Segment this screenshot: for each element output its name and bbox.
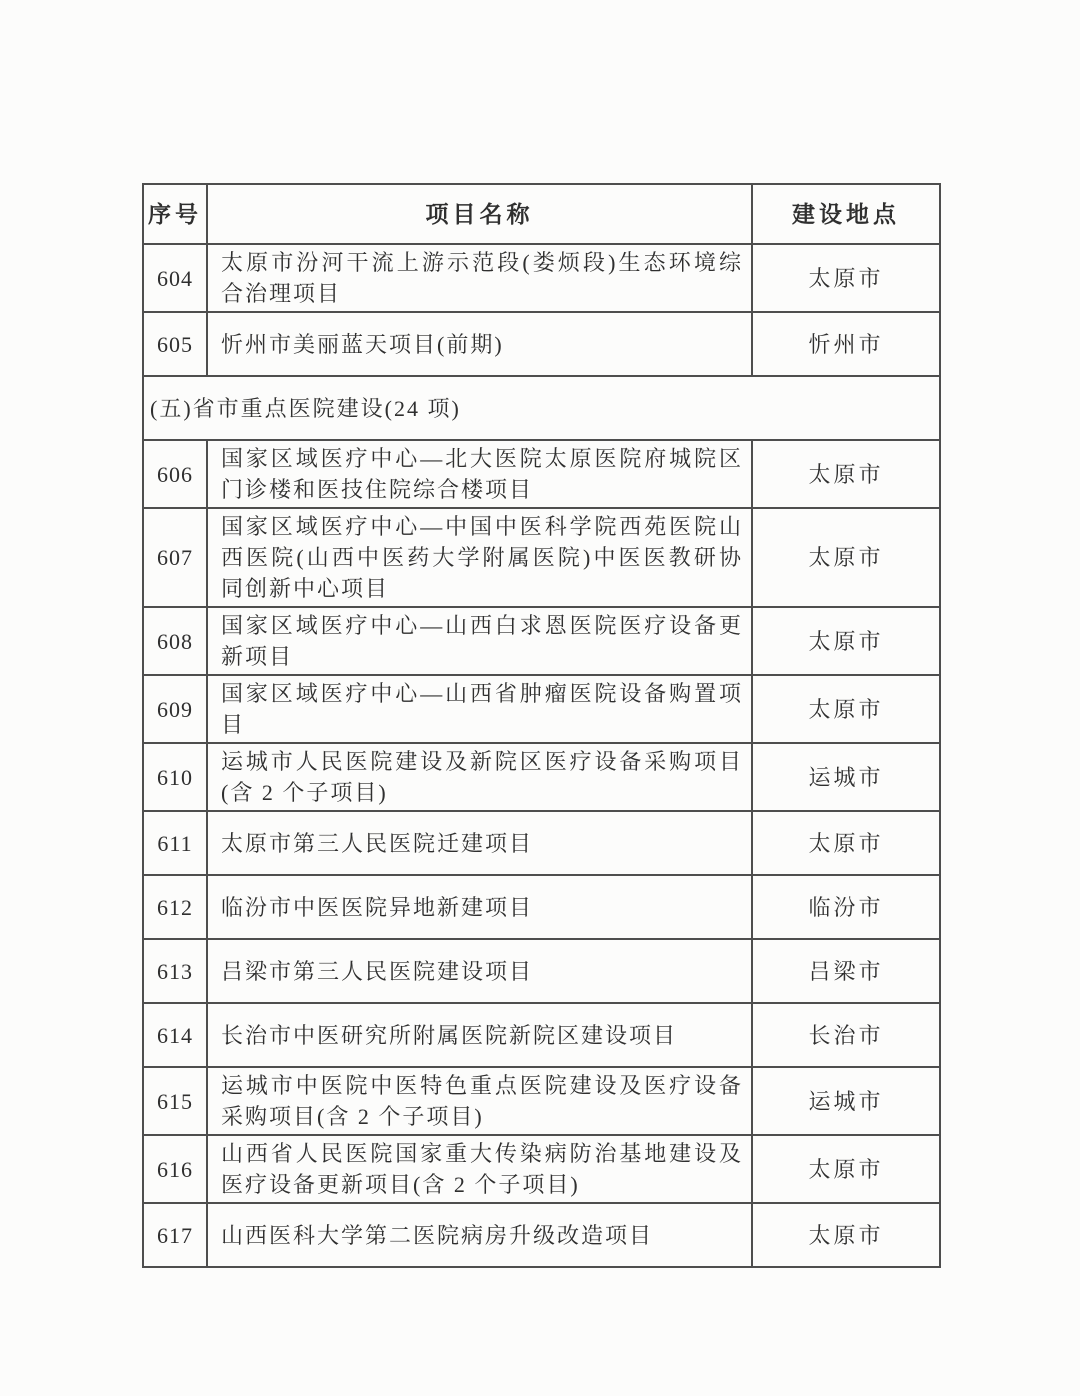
project-name: 运城市人民医院建设及新院区医疗设备采购项目(含 2 个子项目) — [207, 743, 752, 811]
project-location: 太原市 — [752, 244, 940, 312]
project-location: 运城市 — [752, 1067, 940, 1135]
project-name: 国家区域医疗中心—山西省肿瘤医院设备购置项目 — [207, 675, 752, 743]
table-row — [143, 508, 940, 607]
project-location: 太原市 — [752, 607, 940, 675]
project-name: 忻州市美丽蓝天项目(前期) — [207, 312, 752, 376]
project-location: 长治市 — [752, 1003, 940, 1067]
project-name: 太原市汾河干流上游示范段(娄烦段)生态环境综合治理项目 — [207, 244, 752, 312]
project-name: 临汾市中医医院异地新建项目 — [207, 875, 752, 939]
table-row — [143, 244, 940, 312]
project-location: 太原市 — [752, 675, 940, 743]
project-location: 运城市 — [752, 743, 940, 811]
table-row — [143, 1003, 940, 1067]
row-number: 615 — [143, 1067, 207, 1135]
projects-table — [142, 183, 941, 1268]
table-row — [143, 1135, 940, 1203]
project-location: 太原市 — [752, 811, 940, 875]
table-row — [143, 440, 940, 508]
project-location: 太原市 — [752, 1203, 940, 1267]
project-location: 临汾市 — [752, 875, 940, 939]
row-number: 610 — [143, 743, 207, 811]
table-row — [143, 1203, 940, 1267]
row-number: 604 — [143, 244, 207, 312]
project-location: 忻州市 — [752, 312, 940, 376]
table-row — [143, 675, 940, 743]
project-name: 运城市中医院中医特色重点医院建设及医疗设备采购项目(含 2 个子项目) — [207, 1067, 752, 1135]
row-number: 616 — [143, 1135, 207, 1203]
section-label: (五)省市重点医院建设(24 项) — [143, 376, 940, 440]
project-name: 国家区域医疗中心—北大医院太原医院府城院区门诊楼和医技住院综合楼项目 — [207, 440, 752, 508]
row-number: 606 — [143, 440, 207, 508]
project-name: 长治市中医研究所附属医院新院区建设项目 — [207, 1003, 752, 1067]
col-header-number: 序号 — [143, 184, 207, 244]
project-name: 山西省人民医院国家重大传染病防治基地建设及医疗设备更新项目(含 2 个子项目) — [207, 1135, 752, 1203]
row-number: 617 — [143, 1203, 207, 1267]
row-number: 607 — [143, 508, 207, 607]
row-number: 605 — [143, 312, 207, 376]
row-number: 613 — [143, 939, 207, 1003]
project-name: 吕梁市第三人民医院建设项目 — [207, 939, 752, 1003]
table-row — [143, 607, 940, 675]
table-row — [143, 939, 940, 1003]
project-location: 太原市 — [752, 1135, 940, 1203]
table-header-row — [143, 184, 940, 244]
table-row — [143, 743, 940, 811]
col-header-location: 建设地点 — [752, 184, 940, 244]
project-name: 山西医科大学第二医院病房升级改造项目 — [207, 1203, 752, 1267]
table-row — [143, 811, 940, 875]
project-location: 太原市 — [752, 440, 940, 508]
project-location: 吕梁市 — [752, 939, 940, 1003]
table-row — [143, 1067, 940, 1135]
table-row — [143, 875, 940, 939]
table-body — [143, 244, 940, 1267]
section-row — [143, 376, 940, 440]
project-location: 太原市 — [752, 508, 940, 607]
row-number: 611 — [143, 811, 207, 875]
row-number: 614 — [143, 1003, 207, 1067]
project-name: 国家区域医疗中心—中国中医科学院西苑医院山西医院(山西中医药大学附属医院)中医医教研协同创新中心项目 — [207, 508, 752, 607]
col-header-name: 项目名称 — [207, 184, 752, 244]
table-row — [143, 312, 940, 376]
row-number: 608 — [143, 607, 207, 675]
row-number: 609 — [143, 675, 207, 743]
project-name: 国家区域医疗中心—山西白求恩医院医疗设备更新项目 — [207, 607, 752, 675]
project-name: 太原市第三人民医院迁建项目 — [207, 811, 752, 875]
row-number: 612 — [143, 875, 207, 939]
